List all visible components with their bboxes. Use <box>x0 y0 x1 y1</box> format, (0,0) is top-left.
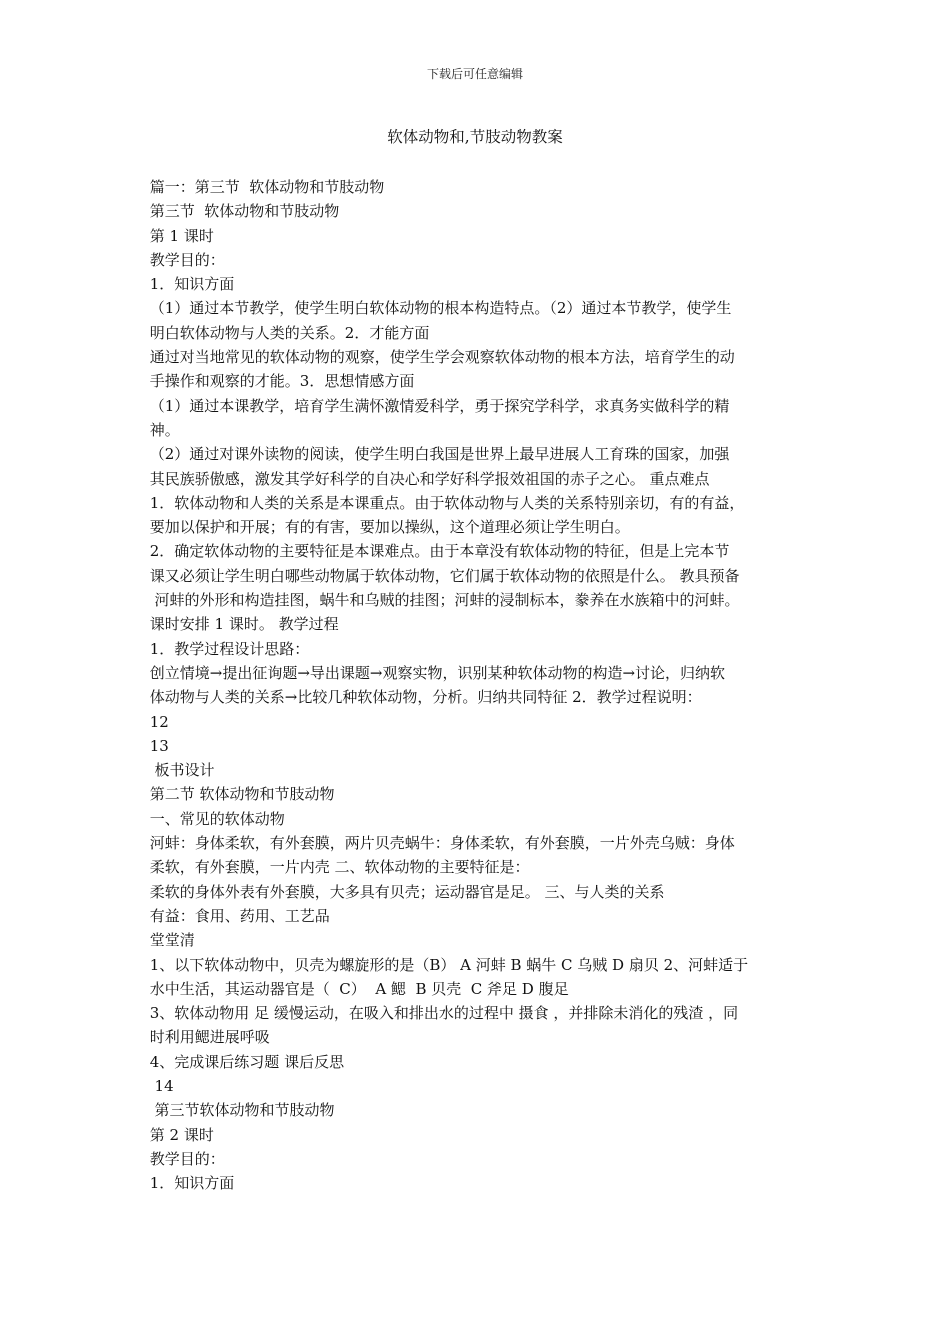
text-line: 时利用鳃进展呼吸 <box>145 1028 270 1047</box>
text-line: 12 <box>145 712 169 731</box>
text-line: 1．知识方面 <box>145 275 235 294</box>
text-line: 第二节 软体动物和节肢动物 <box>145 785 335 804</box>
text-line: （1）通过本节教学，使学生明白软体动物的根本构造特点。（2）通过本节教学，使学生 <box>145 299 732 318</box>
text-line: 第 2 课时 <box>145 1125 214 1144</box>
text-line: （2）通过对课外读物的阅读，使学生明白我国是世界上最早进展人工育珠的国家，加强 <box>145 445 730 464</box>
header-note: 下载后可任意编辑 <box>426 67 523 81</box>
text-line: 1、以下软体动物中，贝壳为螺旋形的是（B） A 河蚌 B 蜗牛 C 乌贼 D 扇贝 2、河蚌适于 <box>145 955 749 974</box>
text-line: 有益：食用、药用、工艺品 <box>145 906 330 925</box>
text-line: 第三节 软体动物和节肢动物 <box>145 202 340 221</box>
document-title: 软体动物和,节肢动物教案 <box>387 128 563 146</box>
text-line: 课时安排 1 课时。 教学过程 <box>145 615 339 634</box>
text-line: （1）通过本课教学，培育学生满怀激情爱科学，勇于探究学科学，求真务实做科学的精 <box>145 396 730 415</box>
text-line: 其民族骄傲感，激发其学好科学的自决心和学好科学报效祖国的赤子之心。 重点难点 <box>145 469 710 488</box>
text-line: 柔软的身体外表有外套膜，大多具有贝壳；运动器官是足。 三、与人类的关系 <box>145 882 665 901</box>
text-line: 第 1 课时 <box>145 226 214 245</box>
text-line: 篇一：第三节 软体动物和节肢动物 <box>145 178 385 196</box>
text-line: 教学目的： <box>145 1149 225 1168</box>
text-line: 1．软体动物和人类的关系是本课重点。由于软体动物与人类的关系特别亲切，有的有益， <box>145 493 745 512</box>
text-line: 教学目的： <box>145 250 225 269</box>
text-line: 柔软，有外套膜，一片内壳 二、软体动物的主要特征是： <box>145 858 530 877</box>
text-line: 课又必须让学生明白哪些动物属于软体动物，它们属于软体动物的依照是什么。 教具预备 <box>145 566 740 585</box>
text-line: 1．知识方面 <box>145 1174 235 1193</box>
text-line: 水中生活，其运动器官是（ C） A 鳃 B 贝壳 C 斧足 D 腹足 <box>145 979 569 998</box>
text-line: 手操作和观察的才能。3．思想情感方面 <box>145 372 415 391</box>
text-line: 一、常见的软体动物 <box>145 809 285 828</box>
text-line: 4、完成课后练习题 课后反思 <box>145 1052 345 1071</box>
text-line: 第三节软体动物和节肢动物 <box>145 1101 335 1120</box>
text-line: 13 <box>145 736 169 755</box>
text-line: 1．教学过程设计思路： <box>145 639 310 658</box>
text-line: 堂堂清 <box>145 931 195 950</box>
text-line: 板书设计 <box>145 761 215 780</box>
text-line: 河蚌的外形和构造挂图，蜗牛和乌贼的挂图；河蚌的浸制标本，豢养在水族箱中的河蚌。 <box>145 591 740 610</box>
text-line: 河蚌：身体柔软，有外套膜，两片贝壳蜗牛：身体柔软，有外套膜，一片外壳乌贼：身体 <box>145 834 735 853</box>
text-line: 通过对当地常见的软体动物的观察，使学生学会观察软体动物的根本方法，培育学生的动 <box>145 348 735 367</box>
text-line: 要加以保护和开展；有的有害，要加以操纵，这个道理必须让学生明白。 <box>145 518 630 537</box>
text-line: 2．确定软体动物的主要特征是本课难点。由于本章没有软体动物的特征，但是上完本节 <box>145 542 730 561</box>
document-body <box>145 175 815 1195</box>
text-line: 神。 <box>145 420 180 439</box>
text-line: 14 <box>145 1076 174 1095</box>
text-line: 创立情境→提出征询题→导出课题→观察实物，识别某种软体动物的构造→讨论，归纳软 <box>145 663 726 682</box>
text-line: 明白软体动物与人类的关系。2．才能方面 <box>145 323 430 342</box>
text-line: 体动物与人类的关系→比较几种软体动物，分析。归纳共同特征 2．教学过程说明： <box>145 688 702 707</box>
text-line: 3、软体动物用 足 缓慢运动，在吸入和排出水的过程中 摄食 ，并排除未消化的残渣 ，同 <box>145 1004 739 1023</box>
